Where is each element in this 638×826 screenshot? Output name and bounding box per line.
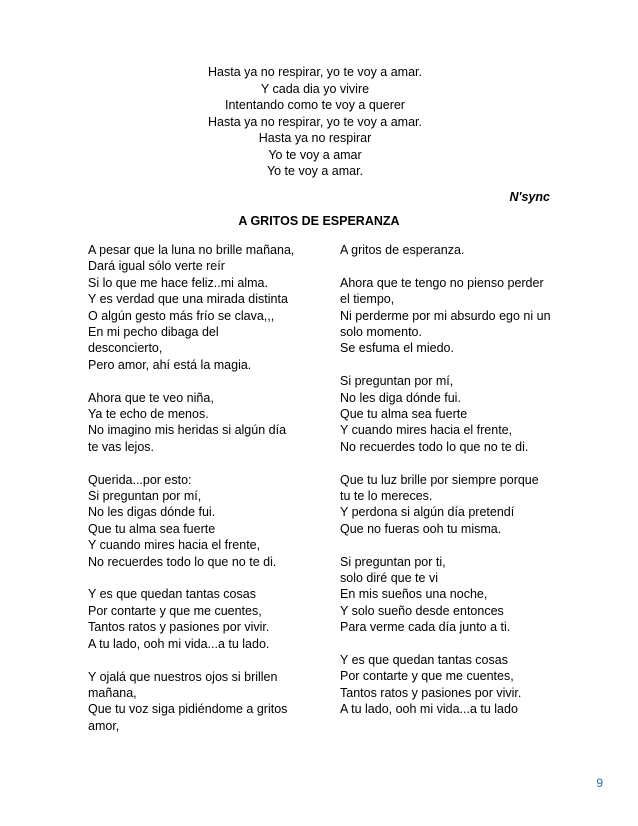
lyric-line: Pero amor, ahí está la magia.	[88, 357, 252, 372]
lyric-line: A gritos de esperanza.	[340, 243, 465, 257]
lyric-line: Por contarte y que me cuentes,	[88, 603, 262, 618]
lyric-line: Yo te voy a amar	[268, 147, 362, 162]
lyric-line: amor,	[88, 718, 120, 733]
song-title: A GRITOS DE ESPERANZA	[238, 214, 400, 228]
stanza	[88, 669, 328, 735]
stanza	[340, 472, 560, 538]
lyric-line: Dará igual sólo verte reír	[88, 259, 225, 274]
stanza	[340, 242, 560, 258]
lyric-line: tu te lo mereces.	[340, 489, 433, 504]
lyric-line: No recuerdes todo lo que no te di.	[88, 554, 277, 569]
lyric-line: Hasta ya no respirar, yo te voy a amar.	[208, 114, 422, 129]
lyric-line: Y perdona si algún día pretendí	[340, 505, 515, 520]
stanza	[340, 554, 560, 636]
lyric-line: el tiempo,	[340, 292, 395, 307]
lyric-line: En mi pecho dibaga del	[88, 325, 219, 340]
lyric-line: Tantos ratos y pasiones por vivir.	[340, 685, 522, 700]
stanza	[88, 390, 328, 456]
lyric-line: Y cada dia yo vivire	[260, 81, 370, 96]
lyric-line: Ahora que te veo niña,	[88, 390, 214, 405]
lyrics-right-column	[340, 242, 560, 734]
lyric-line: No les digas dónde fui.	[88, 505, 216, 520]
lyric-line: Si preguntan por mí,	[340, 374, 454, 389]
lyric-line: O algún gesto más frío se clava,,,	[88, 308, 275, 323]
stanza	[340, 373, 560, 455]
lyric-line: desconcierto,	[88, 341, 163, 356]
lyric-line: Yo te voy a amar.	[266, 164, 364, 178]
lyric-line: A tu lado, ooh mi vida...a tu lado.	[88, 636, 270, 651]
stanza	[340, 652, 560, 718]
lyric-line: Para verme cada día junto a ti.	[340, 620, 511, 635]
lyric-line: Y ojalá que nuestros ojos si brillen	[88, 669, 278, 684]
lyric-line: Y solo sueño desde entonces	[340, 603, 504, 618]
lyric-line: En mis sueños una noche,	[340, 587, 488, 602]
lyric-line: Y es que quedan tantas cosas	[340, 653, 508, 668]
previous-song-author: N'sync	[509, 190, 550, 204]
lyric-line: Se esfuma el miedo.	[340, 341, 454, 356]
lyric-line: Querida...por esto:	[88, 472, 192, 487]
lyric-line: Que tu alma sea fuerte	[88, 521, 216, 536]
lyric-line: No imagino mis heridas si algún día	[88, 423, 287, 438]
lyric-line: Ni perderme por mi absurdo ego ni un	[340, 308, 551, 323]
lyric-line: mañana,	[88, 685, 137, 700]
lyric-line: te vas lejos.	[88, 439, 155, 454]
lyric-line: Que no fueras ooh tu misma.	[340, 521, 502, 536]
stanza	[340, 275, 560, 357]
lyric-line: Hasta ya no respirar	[258, 131, 372, 145]
lyric-line: Y es que quedan tantas cosas	[88, 587, 256, 602]
lyric-line: Que tu luz brille por siempre porque	[340, 472, 539, 487]
lyric-line: No recuerdes todo lo que no te di.	[340, 439, 529, 454]
lyric-line: Y es verdad que una mirada distinta	[88, 292, 288, 307]
lyric-line: Por contarte y que me cuentes,	[340, 669, 514, 684]
previous-song-lyrics	[130, 64, 500, 180]
lyric-line: solo diré que te vi	[340, 571, 438, 586]
stanza	[88, 472, 328, 570]
lyric-line: Si preguntan por ti,	[340, 554, 446, 569]
stanza	[88, 586, 328, 652]
lyric-line: Intentando como te voy a querer	[225, 98, 405, 112]
lyric-line: A tu lado, ooh mi vida...a tu lado	[340, 702, 518, 717]
lyric-line: Tantos ratos y pasiones por vivir.	[88, 620, 270, 635]
lyrics-left-column	[88, 242, 328, 751]
lyric-line: Que tu alma sea fuerte	[340, 407, 468, 422]
lyric-line: Ahora que te tengo no pienso perder	[340, 275, 544, 290]
lyric-line: Y cuando mires hacia el frente,	[340, 423, 513, 438]
lyric-line: A pesar que la luna no brille mañana,	[88, 243, 295, 257]
lyric-line: Si preguntan por mí,	[88, 489, 202, 504]
lyric-line: Hasta ya no respirar, yo te voy a amar.	[208, 65, 422, 79]
lyric-line: Que tu voz siga pidiéndome a gritos	[88, 702, 288, 717]
page-number: 9	[596, 776, 603, 790]
lyric-line: No les diga dónde fui.	[340, 390, 461, 405]
lyric-line: solo momento.	[340, 325, 422, 340]
lyric-line: Si lo que me hace feliz..mi alma.	[88, 275, 268, 290]
lyric-line: Y cuando mires hacia el frente,	[88, 538, 261, 553]
lyric-line: Ya te echo de menos.	[88, 407, 209, 422]
stanza	[88, 242, 328, 373]
